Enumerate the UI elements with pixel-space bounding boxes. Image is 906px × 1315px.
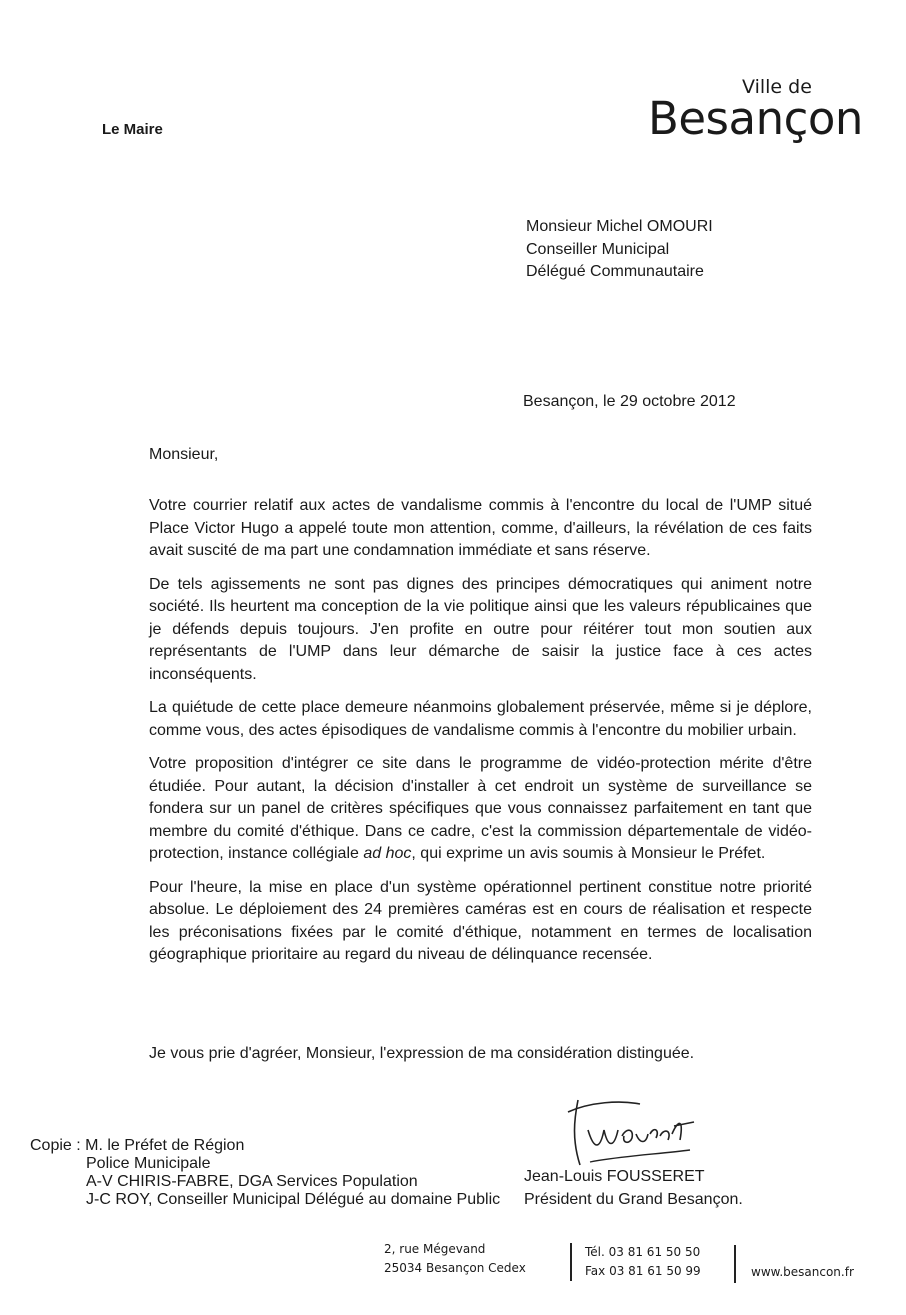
salutation: Monsieur, <box>149 446 219 463</box>
footer-divider <box>570 1243 572 1281</box>
recipient-name: Monsieur Michel OMOURI <box>526 218 713 235</box>
footer-phone <box>585 1243 701 1281</box>
recipient-role: Délégué Communautaire <box>526 263 704 280</box>
signer-title: Président du Grand Besançon. <box>524 1191 743 1208</box>
logo-line1: Ville de <box>742 76 812 98</box>
letter-body <box>149 495 812 978</box>
paragraph <box>149 753 812 866</box>
paragraph: Pour l'heure, la mise en place d'un système opérationnel pertinent constitue notre priorité absolue. Le déploiement des 24 premières caméras est en cours de réalisation et respecte les préconisations fixées par le comité d'éthique, notamment en termes de localisation géographique prioritaire au regard du niveau de délinquance recensée. <box>149 878 812 963</box>
handwritten-signature <box>560 1090 700 1170</box>
recipient-block <box>526 216 713 284</box>
signer-name: Jean-Louis FOUSSERET <box>524 1168 705 1185</box>
copy-recipient: Copie : M. le Préfet de Région <box>30 1137 245 1154</box>
copy-list <box>30 1137 500 1209</box>
copy-recipient: Police Municipale <box>86 1155 211 1172</box>
footer-divider <box>734 1245 736 1283</box>
paragraph: De tels agissements ne sont pas dignes des principes démocratiques qui animent notre société. Ils heurtent ma conception de la vie politique ainsi que les valeurs républicaines que je défends depuis toujours. J'en profite en outre pour réitérer tout mon soutien aux représentants de l'UMP dans leur démarche de saisir la justice face à ces actes inconséquents. <box>149 575 812 683</box>
paragraph: Votre courrier relatif aux actes de vandalisme commis à l'encontre du local de l'UMP situé Place Victor Hugo a appelé toute mon attention, comme, d'ailleurs, la révélation de ces faits avait suscité de ma part une condamnation immédiate et sans réserve. <box>149 497 812 559</box>
fax-number: Fax 03 81 61 50 99 <box>585 1264 701 1278</box>
paragraph: La quiétude de cette place demeure néanmoins globalement préservée, même si je déplore, comme vous, des actes épisodiques de vandalisme commis à l'encontre du mobilier urbain. <box>149 699 812 739</box>
phone-number: Tél. 03 81 61 50 50 <box>585 1245 701 1259</box>
closing-formula: Je vous prie d'agréer, Monsieur, l'expression de ma considération distinguée. <box>149 1045 695 1062</box>
paragraph-text: Votre proposition d'intégrer ce site dans le programme de vidéo-protection mérite d'être étudiée. Pour autant, la décision d'installer à cet endroit un système de surveillance se fondera sur un panel de critères spécifiques que vous connaissez parfaitement en tant que membre du comité d'éthique. Dans ce cadre, c'est la commission départementale de vidéo-protection, instance collégiale <box>149 755 812 862</box>
paragraph-text: , qui exprime un avis soumis à Monsieur le Préfet. <box>411 845 766 862</box>
recipient-role: Conseiller Municipal <box>526 240 670 258</box>
letter-date: Besançon, le 29 octobre 2012 <box>523 393 736 410</box>
footer-website: www.besancon.fr <box>751 1265 854 1279</box>
copy-recipient: A-V CHIRIS-FABRE, DGA Services Population <box>86 1173 418 1190</box>
signer-block <box>524 1165 743 1211</box>
address-line: 25034 Besançon Cedex <box>384 1261 526 1275</box>
footer-address <box>384 1240 526 1278</box>
sender-title: Le Maire <box>102 121 163 138</box>
copy-recipient: J-C ROY, Conseiller Municipal Délégué au domaine Public <box>86 1191 501 1208</box>
city-logo: Besançon <box>648 92 863 145</box>
address-line: 2, rue Mégevand <box>384 1242 486 1256</box>
italic-term: ad hoc <box>363 845 412 862</box>
